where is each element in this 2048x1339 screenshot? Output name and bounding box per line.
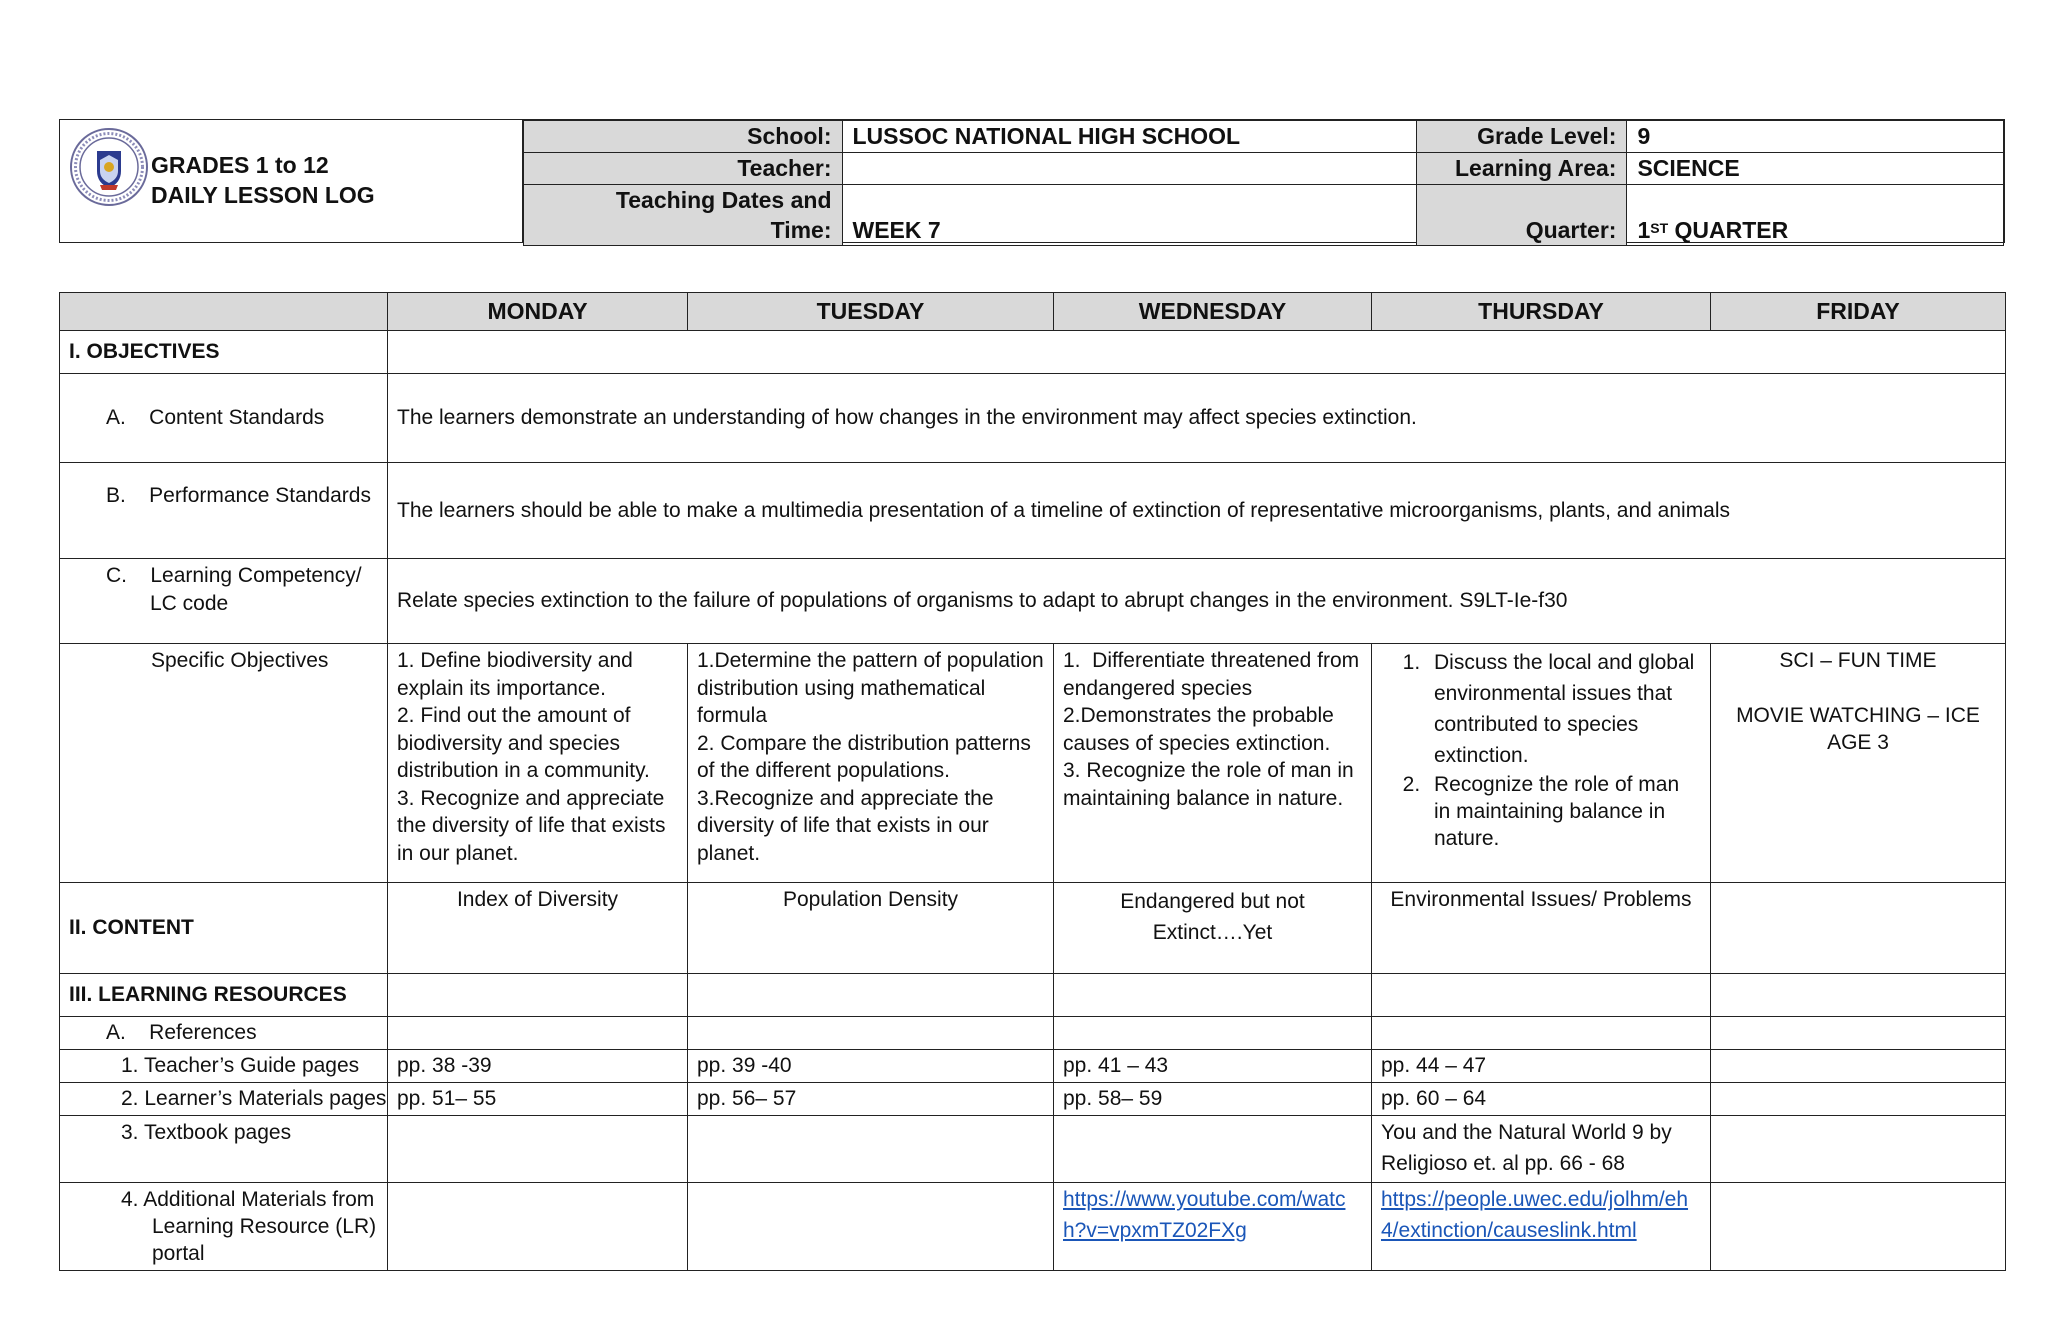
learning-competency-row xyxy=(60,559,2006,644)
thursday-content: Environmental Issues/ Problems xyxy=(1372,883,1711,974)
lr-wednesday xyxy=(1054,1183,1372,1271)
quarter-value xyxy=(1627,185,2004,246)
wednesday-content xyxy=(1054,883,1372,974)
tb-friday xyxy=(1711,1116,2006,1183)
teachers-guide-label: 1. Teacher’s Guide pages xyxy=(60,1050,388,1083)
tuesday-objective-3: 3.Recognize and appreciate the diversity of life that exists in our planet. xyxy=(697,786,994,865)
tb-wednesday xyxy=(1054,1116,1372,1183)
tg-tuesday: pp. 39 -40 xyxy=(688,1050,1054,1083)
day-wednesday: WEDNESDAY xyxy=(1054,293,1372,331)
monday-objective-2: 2. Find out the amount of biodiversity and species distribution in a community. xyxy=(397,704,650,782)
resources-blank-fri xyxy=(1711,974,2006,1017)
lm-thursday: pp. 60 – 64 xyxy=(1372,1083,1711,1116)
wednesday-objective-3: 3. Recognize the role of man in maintaining balance in nature. xyxy=(1063,759,1354,810)
title-line-1: GRADES 1 to 12 xyxy=(151,152,329,178)
uwec-causes-link[interactable]: https://people.uwec.edu/jolhm/eh4/extinction/causeslink.html xyxy=(1381,1188,1689,1242)
content-heading: II. CONTENT xyxy=(60,883,388,974)
teachers-guide-row xyxy=(60,1050,2006,1083)
friday-objective-line2: MOVIE WATCHING – ICE AGE 3 xyxy=(1736,703,1980,754)
tg-friday xyxy=(1711,1050,2006,1083)
specific-objectives-row xyxy=(60,644,2006,883)
tg-wednesday: pp. 41 – 43 xyxy=(1054,1050,1372,1083)
lm-monday: pp. 51– 55 xyxy=(388,1083,688,1116)
learning-area-label: Learning Area: xyxy=(1416,153,1627,185)
thursday-objectives-list xyxy=(1381,647,1701,852)
lm-tuesday: pp. 56– 57 xyxy=(688,1083,1054,1116)
thursday-objectives xyxy=(1372,644,1711,883)
resources-blank-thu xyxy=(1372,974,1711,1017)
content-standards-text: The learners demonstrate an understanding of how changes in the environment may affect species extinction. xyxy=(388,374,2006,463)
teaching-dates-label-line2: Time: xyxy=(770,217,832,243)
references-blank-tue xyxy=(688,1017,1054,1050)
tuesday-objective-1: 1.Determine the pattern of population distribution using mathematical formula xyxy=(697,649,1044,727)
monday-objectives xyxy=(388,644,688,883)
days-header-row xyxy=(60,293,2006,331)
tg-thursday: pp. 44 – 47 xyxy=(1372,1050,1711,1083)
lm-friday xyxy=(1711,1083,2006,1116)
additional-materials-label xyxy=(60,1183,388,1271)
wednesday-objectives xyxy=(1054,644,1372,883)
learners-materials-label: 2. Learner’s Materials pages xyxy=(60,1083,388,1116)
lr-label-line3: portal xyxy=(152,1242,205,1265)
grade-level-value: 9 xyxy=(1627,121,2004,153)
header-title-cell xyxy=(60,120,523,242)
additional-materials-row xyxy=(60,1183,2006,1271)
day-friday: FRIDAY xyxy=(1711,293,2006,331)
references-blank-mon xyxy=(388,1017,688,1050)
day-tuesday: TUESDAY xyxy=(688,293,1054,331)
performance-standards-row xyxy=(60,463,2006,559)
day-monday: MONDAY xyxy=(388,293,688,331)
learning-competency-text: Relate species extinction to the failure of populations of organisms to adapt to abrupt changes in the environment. S9LT-Ie-f30 xyxy=(388,559,2006,644)
tb-thursday: You and the Natural World 9 by Religioso et. al pp. 66 - 68 xyxy=(1372,1116,1711,1183)
wednesday-objective-2: 2.Demonstrates the probable causes of species extinction. xyxy=(1063,704,1334,755)
teaching-dates-value: WEEK 7 xyxy=(842,185,1416,246)
deped-seal-icon xyxy=(69,127,149,207)
quarter-rest: QUARTER xyxy=(1668,217,1789,243)
resources-heading-row xyxy=(60,974,2006,1017)
tuesday-content: Population Density xyxy=(688,883,1054,974)
lr-thursday xyxy=(1372,1183,1711,1271)
specific-objectives-label: Specific Objectives xyxy=(60,644,388,883)
thursday-objective-1: 1. Discuss the local and global environmental issues that contributed to species extinction. xyxy=(1426,647,1701,771)
teacher-value xyxy=(842,153,1416,185)
content-standards-row xyxy=(60,374,2006,463)
tg-monday: pp. 38 -39 xyxy=(388,1050,688,1083)
lr-label-line2: Learning Resource (LR) xyxy=(152,1215,377,1238)
competency-label-line2: LC code xyxy=(150,591,229,615)
teaching-dates-label-line1: Teaching Dates and xyxy=(615,187,832,213)
lesson-log-header xyxy=(59,119,2005,243)
school-value: LUSSOC NATIONAL HIGH SCHOOL xyxy=(842,121,1416,153)
friday-objective-line1: SCI – FUN TIME xyxy=(1779,649,1937,672)
textbook-label: 3. Textbook pages xyxy=(60,1116,388,1183)
references-blank-fri xyxy=(1711,1017,2006,1050)
tb-tuesday xyxy=(688,1116,1054,1183)
wednesday-objective-1: 1. Differentiate threatened from endangered species xyxy=(1063,649,1360,700)
lr-tuesday xyxy=(688,1183,1054,1271)
references-blank-thu xyxy=(1372,1017,1711,1050)
resources-blank-wed xyxy=(1054,974,1372,1017)
days-header-blank xyxy=(60,293,388,331)
header-title xyxy=(151,150,375,210)
wednesday-content-line2: Extinct….Yet xyxy=(1152,921,1273,944)
resources-blank-tue xyxy=(688,974,1054,1017)
competency-label-line1: C. Learning Competency/ xyxy=(106,564,362,587)
learning-area-value: SCIENCE xyxy=(1627,153,2004,185)
monday-content: Index of Diversity xyxy=(388,883,688,974)
monday-objective-3: 3. Recognize and appreciate the diversity of life that exists in our planet. xyxy=(397,786,666,865)
quarter-label: Quarter: xyxy=(1416,185,1627,246)
header-info-table xyxy=(523,120,2004,246)
content-standards-label: A. Content Standards xyxy=(60,374,388,463)
title-line-2: DAILY LESSON LOG xyxy=(151,182,375,208)
objectives-heading-row xyxy=(60,331,2006,374)
performance-standards-text: The learners should be able to make a multimedia presentation of a timeline of extinction of representative microorganisms, plants, and animals xyxy=(388,463,2006,559)
objectives-heading-blank xyxy=(388,331,2006,374)
tb-monday xyxy=(388,1116,688,1183)
friday-content xyxy=(1711,883,2006,974)
objectives-heading: I. OBJECTIVES xyxy=(60,331,388,374)
references-label: A. References xyxy=(60,1017,388,1050)
tuesday-objective-2: 2. Compare the distribution patterns of the different populations. xyxy=(697,731,1031,782)
references-blank-wed xyxy=(1054,1017,1372,1050)
learners-materials-row xyxy=(60,1083,2006,1116)
lr-monday xyxy=(388,1183,688,1271)
grade-level-label: Grade Level: xyxy=(1416,121,1627,153)
quarter-sup: ST xyxy=(1650,220,1669,236)
resources-blank-mon xyxy=(388,974,688,1017)
textbook-row xyxy=(60,1116,2006,1183)
resources-heading: III. LEARNING RESOURCES xyxy=(60,974,388,1017)
quarter-num: 1 xyxy=(1637,217,1651,243)
wednesday-content-line1: Endangered but not xyxy=(1120,890,1305,913)
friday-objectives xyxy=(1711,644,2006,883)
day-thursday: THURSDAY xyxy=(1372,293,1711,331)
lm-wednesday: pp. 58– 59 xyxy=(1054,1083,1372,1116)
monday-objective-1: 1. Define biodiversity and explain its importance. xyxy=(397,649,633,700)
teacher-label: Teacher: xyxy=(524,153,843,185)
lr-friday xyxy=(1711,1183,2006,1271)
learning-competency-label xyxy=(60,559,388,644)
lesson-plan-table xyxy=(59,292,2006,1271)
references-row xyxy=(60,1017,2006,1050)
content-row xyxy=(60,883,2006,974)
lr-label-line1: 4. Additional Materials from xyxy=(121,1188,375,1211)
thursday-objective-2: 2. Recognize the role of man in maintaining balance in nature. xyxy=(1426,771,1701,852)
youtube-link[interactable]: https://www.youtube.com/watch?v=vpxmTZ02FXg xyxy=(1063,1188,1346,1242)
performance-standards-label: B. Performance Standards xyxy=(60,463,388,559)
tuesday-objectives xyxy=(688,644,1054,883)
school-label: School: xyxy=(524,121,843,153)
teaching-dates-label xyxy=(524,185,843,246)
